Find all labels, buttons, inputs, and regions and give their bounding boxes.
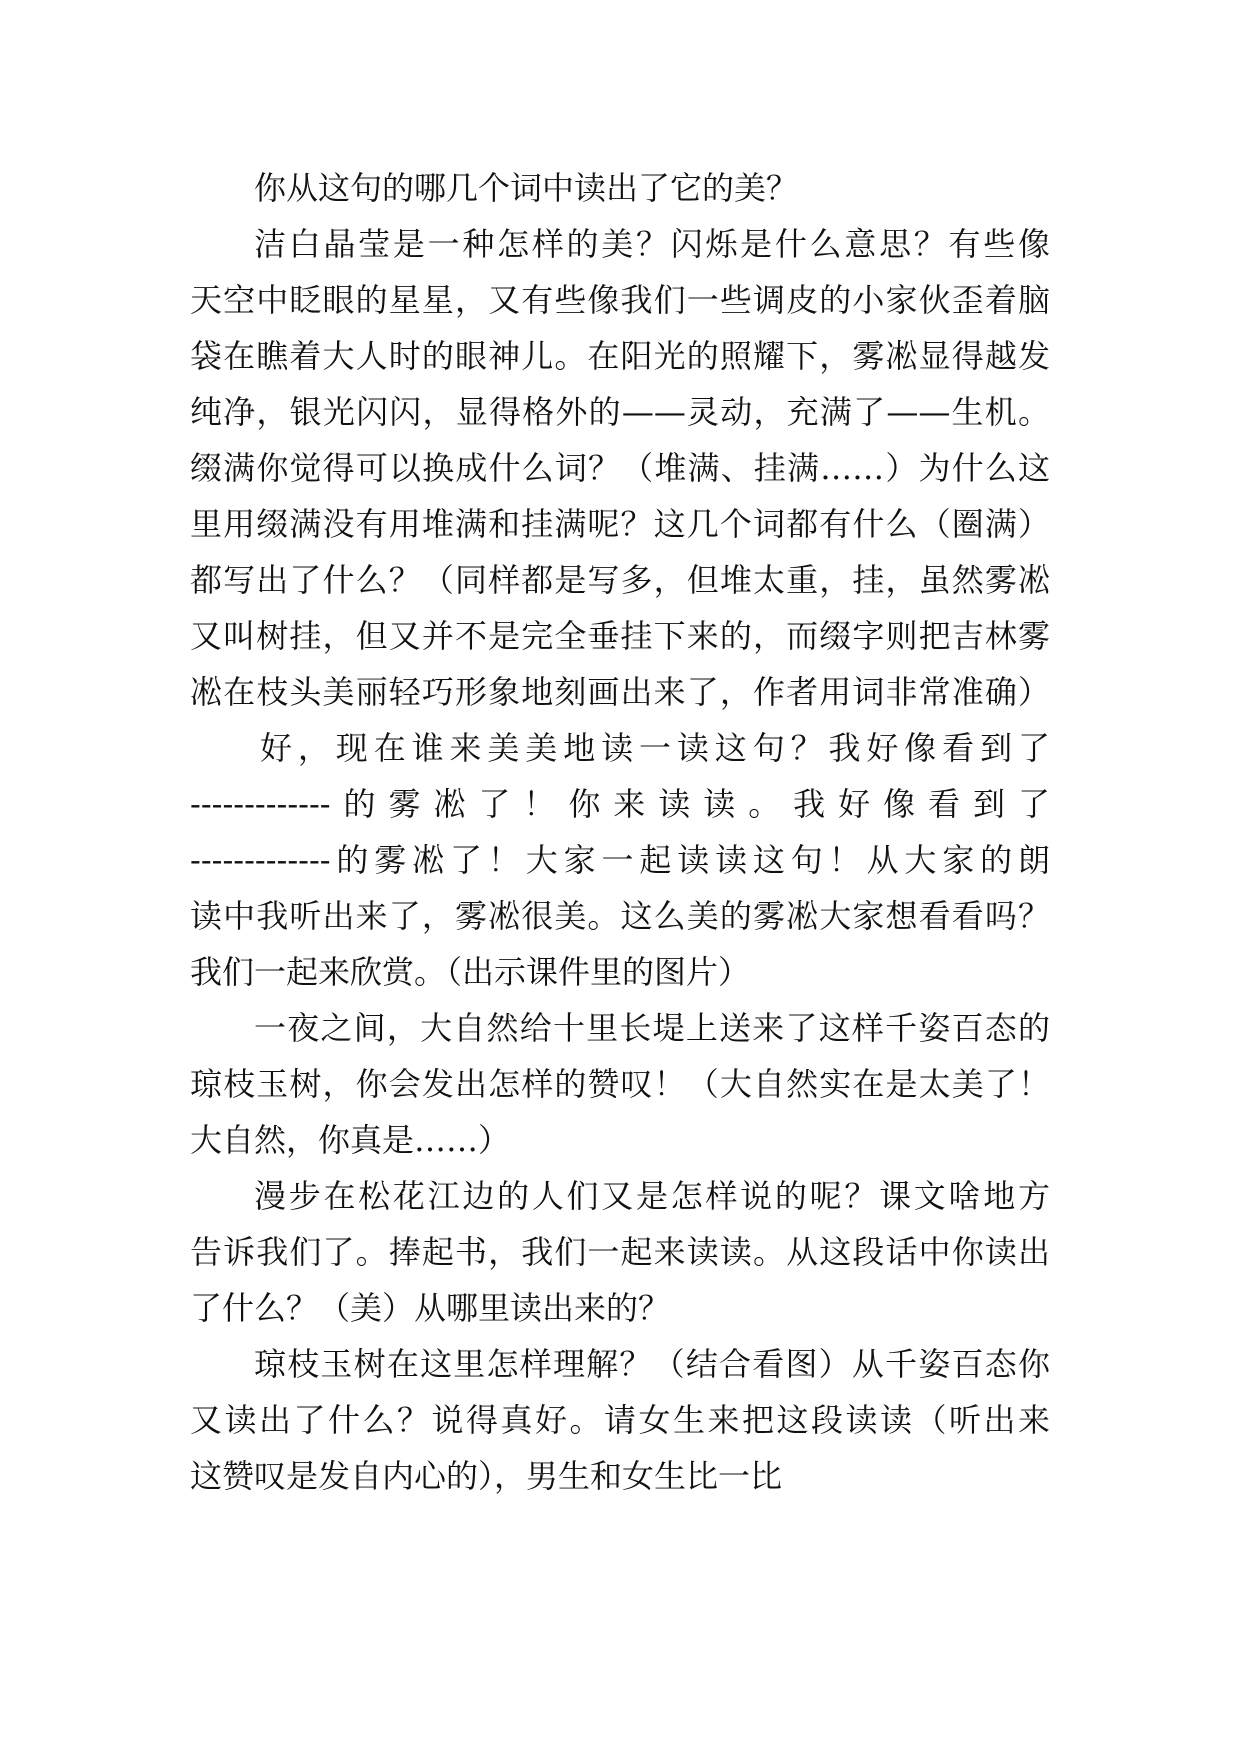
- text-line: 又读出了什么？说得真好。请女生来把这段读读（听出来: [190, 1401, 1050, 1439]
- text-line: 你从这句的哪几个词中读出了它的美？: [254, 169, 799, 207]
- text-line: 袋在瞧着大人时的眼神儿。在阳光的照耀下，雾凇显得越发: [190, 337, 1050, 375]
- text-line: 好，现在谁来美美地读一读这句？我好像看到了: [260, 729, 1050, 767]
- text-line: 缀满你觉得可以换成什么词？（堆满、挂满……）为什么这: [190, 449, 1050, 487]
- text-line: 大自然，你真是……）: [190, 1121, 511, 1159]
- text-line: 了什么？（美）从哪里读出来的？: [190, 1289, 671, 1327]
- text-line: 凇在枝头美丽轻巧形象地刻画出来了，作者用词非常准确）: [190, 673, 1050, 711]
- text-line: 纯净，银光闪闪，显得格外的——灵动，充满了——生机。: [190, 393, 1050, 431]
- text-line: 天空中眨眼的星星，又有些像我们一些调皮的小家伙歪着脑: [190, 281, 1050, 319]
- text-line: 里用缀满没有用堆满和挂满呢？这几个词都有什么（圈满）: [190, 505, 1050, 543]
- text-line: 我们一起来欣赏。（出示课件里的图片）: [190, 953, 751, 991]
- text-line: 都写出了什么？（同样都是写多，但堆太重，挂，虽然雾凇: [190, 561, 1050, 599]
- text-line: 读中我听出来了，雾凇很美。这么美的雾凇大家想看看吗？: [190, 897, 1050, 935]
- text-line: -------------的雾凇了！你来读读。我好像看到了: [190, 785, 1050, 823]
- text-line: 漫步在松花江边的人们又是怎样说的呢？课文啥地方: [254, 1177, 1050, 1215]
- document-body: [190, 160, 1050, 1504]
- text-line: 琼枝玉树，你会发出怎样的赞叹！（大自然实在是太美了！: [190, 1065, 1050, 1103]
- text-line: 洁白晶莹是一种怎样的美？闪烁是什么意思？有些像: [254, 225, 1050, 263]
- text-line: -------------的雾凇了！大家一起读读这句！从大家的朗: [190, 841, 1050, 879]
- text-line: 琼枝玉树在这里怎样理解？（结合看图）从千姿百态你: [254, 1345, 1050, 1383]
- text-line: 又叫树挂，但又并不是完全垂挂下来的，而缀字则把吉林雾: [190, 617, 1050, 655]
- text-line: 这赞叹是发自内心的），男生和女生比一比: [190, 1457, 783, 1495]
- text-line: 告诉我们了。捧起书，我们一起来读读。从这段话中你读出: [190, 1233, 1050, 1271]
- text-line: 一夜之间，大自然给十里长堤上送来了这样千姿百态的: [254, 1009, 1050, 1047]
